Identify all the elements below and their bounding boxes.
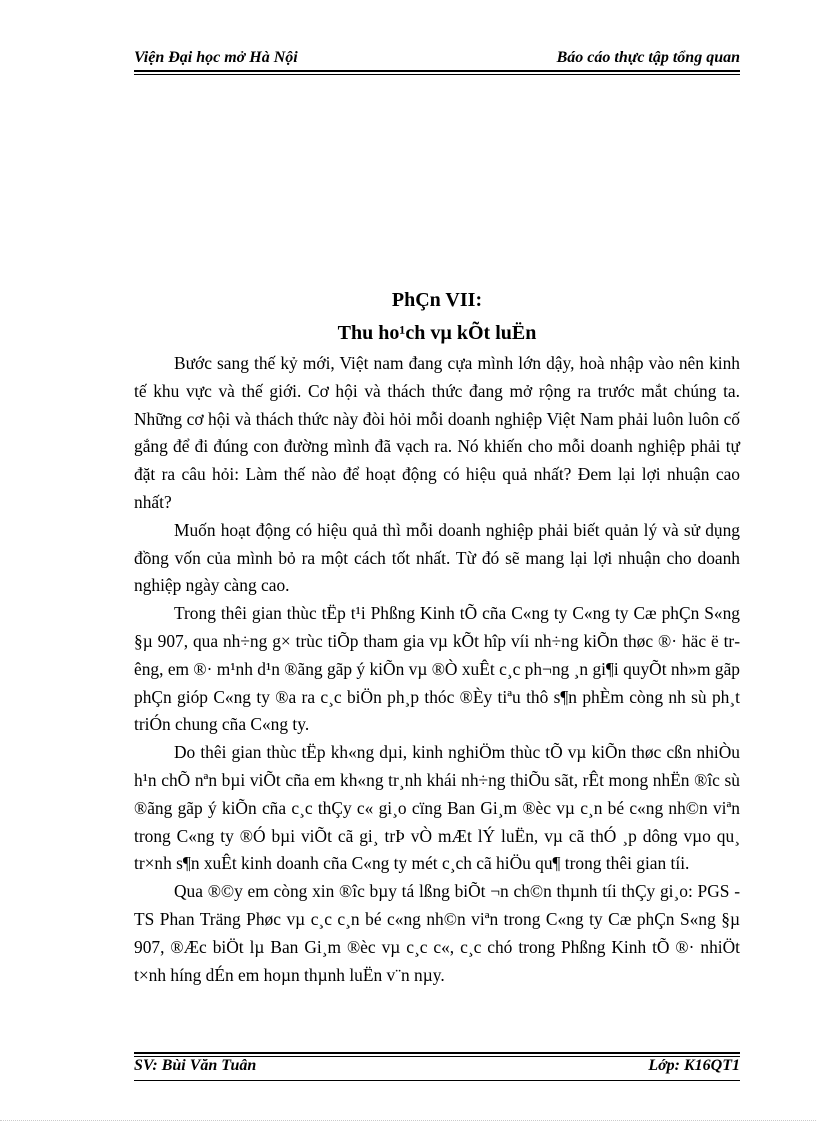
body-text: [134, 350, 740, 989]
header-report-title: Báo cáo thực tập tổng quan: [556, 49, 740, 66]
paragraph-2: Muốn hoạt động có hiệu quả thì mỗi doanh nghiệp phải biết quản lý và sử dụng đồng vốn của mình bỏ ra một cách tốt nhất. Từ đó sẽ mang lại lợi nhuận cho doanh nghiệp ngày càng cao.: [134, 519, 740, 596]
paragraph-5: Qua ®©y em còng xin ®îc bµy tá lßng biÕt ¬n ch©n thµnh tíi thÇy gi¸o: PGS -TS Phan Träng Phøc vµ c¸c c¸n bé c«ng nh©n viªn trong C«ng ty Cæ phÇn S«ng §µ 907, ®Æc biÖt lµ Ban Gi¸m ®èc vµ c¸c c«, c¸c chó trong Phßng Kinh tÕ ®· nhiÖt t×nh híng dÉn em hoµn thµnh luËn v¨n nµy.: [134, 881, 740, 985]
page-edge: [0, 1120, 816, 1121]
section-subtitle: Thu ho¹ch vµ kÕt luËn: [337, 322, 537, 344]
paragraph-3: Trong thêi gian thùc tËp t¹i Phßng Kinh tÕ cña C«ng ty C«ng ty Cæ phÇn S«ng §µ 907, qua nh÷ng g× trùc tiÕp tham gia vµ kÕt hîp víi nh÷ng kiÕn thøc ®· häc ë trêng, em ®· m¹nh d¹n ®ãng gãp ý kiÕn vµ ®Ò xuÊt c¸c ph¬ng ¸n gi¶i quyÕt nh»m gãp phÇn gióp C«ng ty ®a ra c¸c biÖn ph¸p thóc ®Èy tiªu thô s¶n phÈm còng nh sù ph¸t triÓn chung cña C«ng ty.: [134, 603, 740, 735]
header-divider: [134, 74, 740, 75]
paragraph-4: Do thêi gian thùc tËp kh«ng dµi, kinh nghiÖm thùc tÕ vµ kiÕn thøc cßn nhiÒu h¹n chÕ nªn bµi viÕt cña em kh«ng tr¸nh khái nh÷ng thiÕu sãt, rÊt mong nhËn ®îc sù ®ãng gãp ý kiÕn cña c¸c thÇy c« gi¸o cïng Ban Gi¸m ®èc vµ c¸n bé c«ng nh©n viªn trong C«ng ty ®Ó bµi viÕt cã gi¸ trÞ vÒ mÆt lÝ luËn, vµ cã thÓ ¸p dông vµo qu¸ tr×nh s¶n xuÊt kinh doanh cña C«ng ty mét c¸ch cã hiÖu qu¶ trong thêi gian tíi.: [134, 742, 740, 874]
footer-divider-thick: [134, 1052, 740, 1054]
header-institution: Viện Đại học mở Hà Nội: [134, 49, 298, 66]
page-footer: [134, 1057, 740, 1077]
page-header: [134, 48, 740, 72]
footer-class: Lớp: K16QT1: [648, 1057, 740, 1074]
footer-divider-bottom: [134, 1080, 740, 1081]
footer-student: SV: Bùi Văn Tuân: [134, 1057, 257, 1074]
paragraph-1: Bước sang thế kỷ mới, Việt nam đang cựa mình lớn dậy, hoà nhập vào nên kinh tế khu vực và thế giới. Cơ hội và thách thức đang mở rộng ra trước mắt chúng ta. Những cơ hội và thách thức này đòi hỏi mỗi doanh nghiệp Việt Nam phải luôn luôn cố gắng để đi đúng con đường mình đã vạch ra. Nó khiến cho mỗi doanh nghiệp phải tự đặt ra câu hỏi: Làm thế nào để hoạt động có hiệu quả nhất? Đem lại lợi nhuận cao nhất?: [134, 353, 740, 512]
section-title: PhÇn VII:: [391, 289, 483, 311]
